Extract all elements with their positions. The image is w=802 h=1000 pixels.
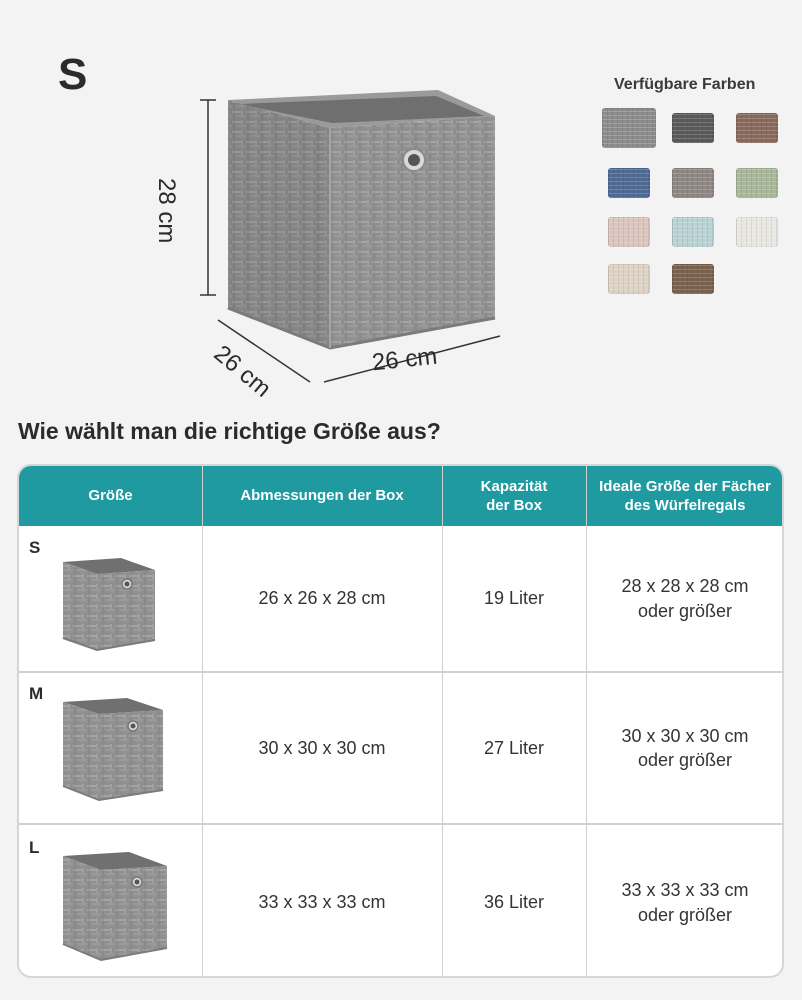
size-comparison-table: [17, 464, 784, 978]
row-size-letter: M: [29, 684, 44, 703]
header-dimensions: Abmessungen der Box: [240, 487, 404, 505]
cell-ideal-line1: 33 x 33 x 33 cm: [621, 880, 749, 901]
color-swatch-beige[interactable]: [608, 264, 650, 294]
table-header: [19, 466, 782, 526]
cell-ideal-size: [586, 526, 784, 671]
box-thumbnail-l: [59, 848, 171, 966]
cell-dimensions: 30 x 30 x 30 cm: [258, 737, 386, 758]
cell-dimensions: 26 x 26 x 28 cm: [258, 588, 386, 609]
storage-box-illustration: [190, 90, 520, 390]
size-question-heading: Wie wählt man die richtige Größe aus?: [18, 418, 441, 444]
cell-capacity: 27 Liter: [483, 737, 545, 758]
box-thumbnail-m: [59, 694, 167, 806]
size-letter: S: [58, 50, 88, 99]
header-ideal-line2: des Würfelregals: [624, 497, 746, 514]
color-swatch-blau[interactable]: [608, 168, 650, 198]
header-ideal-size: [586, 466, 784, 526]
cell-capacity: 19 Liter: [483, 588, 545, 609]
box-thumbnail-s: [59, 554, 159, 654]
cell-capacity: 36 Liter: [483, 892, 545, 913]
cell-ideal-line2: oder größer: [637, 750, 733, 770]
cell-ideal-line1: 28 x 28 x 28 cm: [621, 576, 749, 597]
color-swatch-weiß[interactable]: [736, 217, 778, 247]
header-capacity-line1: Kapazität: [480, 477, 548, 495]
height-dimension-label: 28 cm: [153, 178, 180, 244]
color-swatch-kaffee[interactable]: [672, 264, 714, 294]
cell-ideal-line2: oder größer: [637, 600, 733, 621]
cell-ideal-line1: 30 x 30 x 30 cm: [621, 725, 749, 746]
depth-dimension-label: 26 cm: [208, 340, 277, 403]
row-size-letter: S: [29, 538, 41, 557]
header-capacity-line2: der Box: [486, 497, 542, 514]
width-dimension-label: 26 cm: [370, 342, 439, 377]
color-swatch-grau[interactable]: [602, 108, 656, 148]
color-swatch-grün[interactable]: [736, 168, 778, 198]
row-size-letter: L: [29, 838, 40, 857]
header-capacity: [442, 466, 586, 526]
header-size: Größe: [88, 487, 133, 505]
cell-ideal-line2: oder größer: [637, 904, 733, 925]
cell-dimensions: 33 x 33 x 33 cm: [258, 892, 386, 913]
color-swatch-dunkelgrau[interactable]: [672, 113, 714, 143]
color-swatch-braun[interactable]: [736, 113, 778, 143]
color-swatch-rosa[interactable]: [608, 217, 650, 247]
cell-ideal-size: [586, 673, 784, 823]
color-swatch-hellblau[interactable]: [672, 217, 714, 247]
color-swatch-taupe[interactable]: [672, 168, 714, 198]
available-colors-title: Verfügbare Farben: [614, 76, 756, 93]
cell-ideal-size: [586, 825, 784, 978]
header-ideal-line1: Ideale Größe der Fächer: [599, 477, 771, 495]
